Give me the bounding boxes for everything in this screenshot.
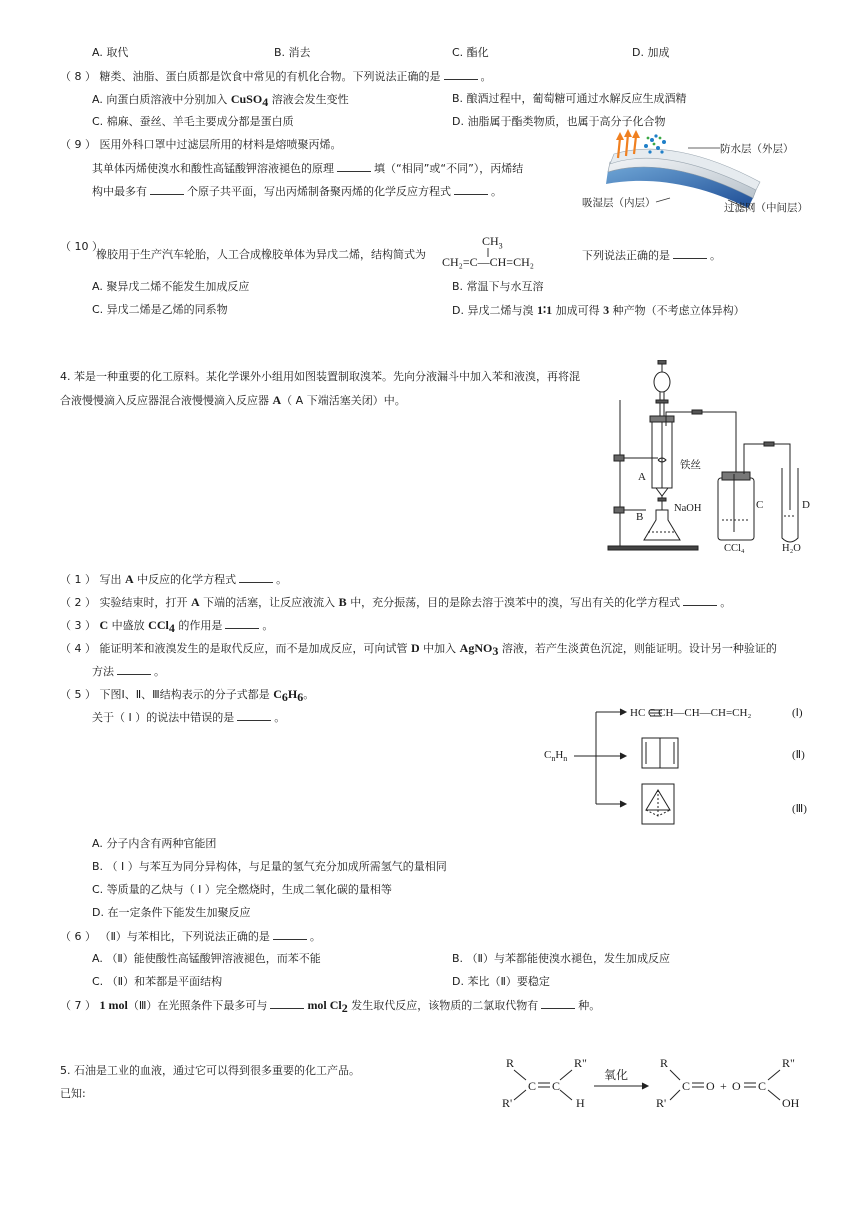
product-o1: O [706, 1079, 715, 1093]
product-r-prime: R' [656, 1096, 667, 1110]
reactant-r: R [506, 1056, 515, 1070]
bromobenzene-apparatus [606, 360, 818, 560]
q3-p10-num: （ 10 ） [60, 240, 103, 253]
q5-line2: 已知: [60, 1087, 86, 1100]
q4-p6-option-a: A. （Ⅱ）能使酸性高锰酸钾溶液褪色，而苯不能 [92, 952, 321, 965]
q4-p6-option-d: D. 苯比（Ⅱ）要稳定 [452, 975, 550, 988]
water-label: H₂O [782, 543, 801, 554]
flask-b-label: B [636, 511, 644, 523]
reactant-c1: C [528, 1079, 537, 1093]
mask-middle-label: 过滤网（中间层） [724, 202, 808, 214]
reactant-r-prime: R' [502, 1096, 513, 1110]
q4-p6-option-b: B. （Ⅱ）与苯都能使溴水褪色，发生加成反应 [452, 952, 670, 965]
reactant-h: H [576, 1096, 585, 1110]
q4-p2: （ 2 ） 实验结束时，打开 A 下端的活塞，让反应液流入 B 中，充分振荡，目的是除去溶于溴苯中的溴，写出有关的化学方程式 。 [60, 595, 732, 609]
q3-p8-stem: （ 8 ） 糖类、油脂、蛋白质都是饮食中常见的有机化合物。下列说法正确的是 。 [60, 70, 492, 83]
q3-option-c: C. 酯化 [452, 46, 489, 59]
q3-p8-option-d: D. 油脂属于酯类物质，也属于高分子化合物 [452, 115, 666, 128]
q4-line1: 4. 苯是一种重要的化工原料。某化学课外小组用如图装置制取溴苯。先向分液漏斗中加入苯和液溴，再将混 [60, 370, 580, 383]
tube-d-label: D [802, 499, 810, 511]
product-c2: C [758, 1079, 767, 1093]
q4-line2: 合液慢慢滴入反应器混合液慢慢滴入反应器 A（ A 下端活塞关闭）中。 [60, 393, 406, 407]
q4-p6-option-c: C. （Ⅱ）和苯都是平面结构 [92, 975, 223, 988]
oxidation-reaction-diagram [498, 1054, 814, 1118]
q3-p10-option-a: A. 聚异戊二烯不能发生加成反应 [92, 280, 250, 293]
q4-p4-line1: （ 4 ） 能证明苯和液溴发生的是取代反应，而不是加成反应，可向试管 D 中加入 AgNO$_3$ 溶液，若产生淡黄色沉淀，则能证明。设计另一种验证的 [60, 641, 777, 659]
q3-p9-line2: 其单体丙烯使溴水和酸性高锰酸钾溶液褪色的原理 填（“相同”或“不同”），丙烯结 [92, 162, 524, 175]
c6h6-isomers-diagram [540, 700, 816, 828]
mask-layers-figure [578, 128, 814, 220]
reactant-r-double-prime: R" [574, 1056, 587, 1070]
q4-p5-question: 关于（ I ）的说法中错误的是 。 [92, 711, 286, 724]
naoh-label: NaOH [674, 503, 702, 514]
product-o2: O [732, 1079, 741, 1093]
isomer-ii-label: (Ⅱ) [792, 749, 805, 761]
isomer-i-structure: HC C CH—CH—CH=CH₂ [630, 707, 752, 719]
product-oh: OH [782, 1096, 800, 1110]
q3-p8-option-a: A. 向蛋白质溶液中分别加入 CuSO$_4$ 溶液会发生变性 [92, 92, 349, 110]
q3-p8-option-b: B. 酿酒过程中，葡萄糖可通过水解反应生成酒精 [452, 92, 687, 105]
bottle-c-label: C [756, 499, 764, 511]
q4-p6-stem: （ 6 ） （Ⅱ）与苯相比，下列说法正确的是 。 [60, 930, 321, 943]
q4-p5-option-c: C. 等质量的乙炔与（ I ）完全燃烧时，生成二氧化碳的量相等 [92, 883, 392, 896]
ccl4-label: CCl₄ [724, 543, 745, 554]
q4-p5-option-a: A. 分子内含有两种官能团 [92, 837, 217, 850]
mask-inner-label: 吸湿层（内层） [582, 197, 656, 209]
q4-p5-option-b: B. （ I ）与苯互为同分异构体，与足量的氢气充分加成所需氢气的量相同 [92, 860, 447, 873]
q3-p8-option-c: C. 棉麻、蚕丝、羊毛主要成分都是蛋白质 [92, 115, 294, 128]
q3-option-a: A. 取代 [92, 46, 129, 59]
oxidation-arrow-label: 氧化 [604, 1068, 629, 1082]
q3-p9-line3: 构中最多有 个原子共平面，写出丙烯制备聚丙烯的化学反应方程式 。 [92, 185, 502, 198]
q4-p5-stem: （ 5 ） 下图Ⅰ、Ⅱ、Ⅲ结构表示的分子式都是 $C_6H_6$。 [60, 687, 315, 705]
q4-p7: （ 7 ） 1 mol（Ⅲ）在光照条件下最多可与 mol $Cl_2$ 发生取代反应，该物质的二氯取代物有 种。 [60, 998, 601, 1016]
q3-option-b: B. 消去 [274, 46, 311, 59]
molecular-formula-label: $C_nH_n$ [544, 749, 568, 764]
plus-sign: + [720, 1079, 727, 1093]
tube-a-label: A [638, 471, 646, 483]
q5-line1: 5. 石油是工业的血液，通过它可以得到很多重要的化工产品。 [60, 1064, 360, 1077]
q4-p4-line2: 方法 。 [92, 665, 165, 678]
q3-p9-line1: （ 9 ） 医用外科口罩中过滤层所用的材料是熔喷聚丙烯。 [60, 138, 342, 151]
q4-p5-option-d: D. 在一定条件下能发生加聚反应 [92, 906, 251, 919]
isomer-i-label: (Ⅰ) [792, 707, 803, 719]
iron-wire-label: 铁丝 [680, 459, 701, 471]
q3-p10-stem-end: 下列说法正确的是 。 [582, 249, 721, 262]
q3-p10-option-c: C. 异戊二烯是乙烯的同系物 [92, 303, 228, 316]
q3-p10-option-d: D. 异戊二烯与溴 1∶1 加成可得 3 种产物（不考虑立体异构） [452, 303, 745, 317]
mask-outer-label: 防水层（外层） [720, 143, 794, 155]
q4-p3: （ 3 ） C 中盛放 CCl$_4$ 的作用是 。 [60, 618, 274, 636]
isoprene-structure: $CH_3$ CH₂=C—CH=CH₂ [442, 234, 534, 269]
product-c1: C [682, 1079, 691, 1093]
q3-option-d: D. 加成 [632, 46, 670, 59]
q3-p10-stem: 橡胶用于生产汽车轮胎，人工合成橡胶单体为异戊二烯，结构简式为 [96, 248, 426, 261]
q4-p1: （ 1 ） 写出 A 中反应的化学方程式 。 [60, 572, 288, 586]
product-r-double-prime: R" [782, 1056, 795, 1070]
isomer-iii-label: (Ⅲ) [792, 803, 807, 815]
q3-p10-option-b: B. 常温下与水互溶 [452, 280, 544, 293]
product-r: R [660, 1056, 669, 1070]
reactant-c2: C [552, 1079, 561, 1093]
